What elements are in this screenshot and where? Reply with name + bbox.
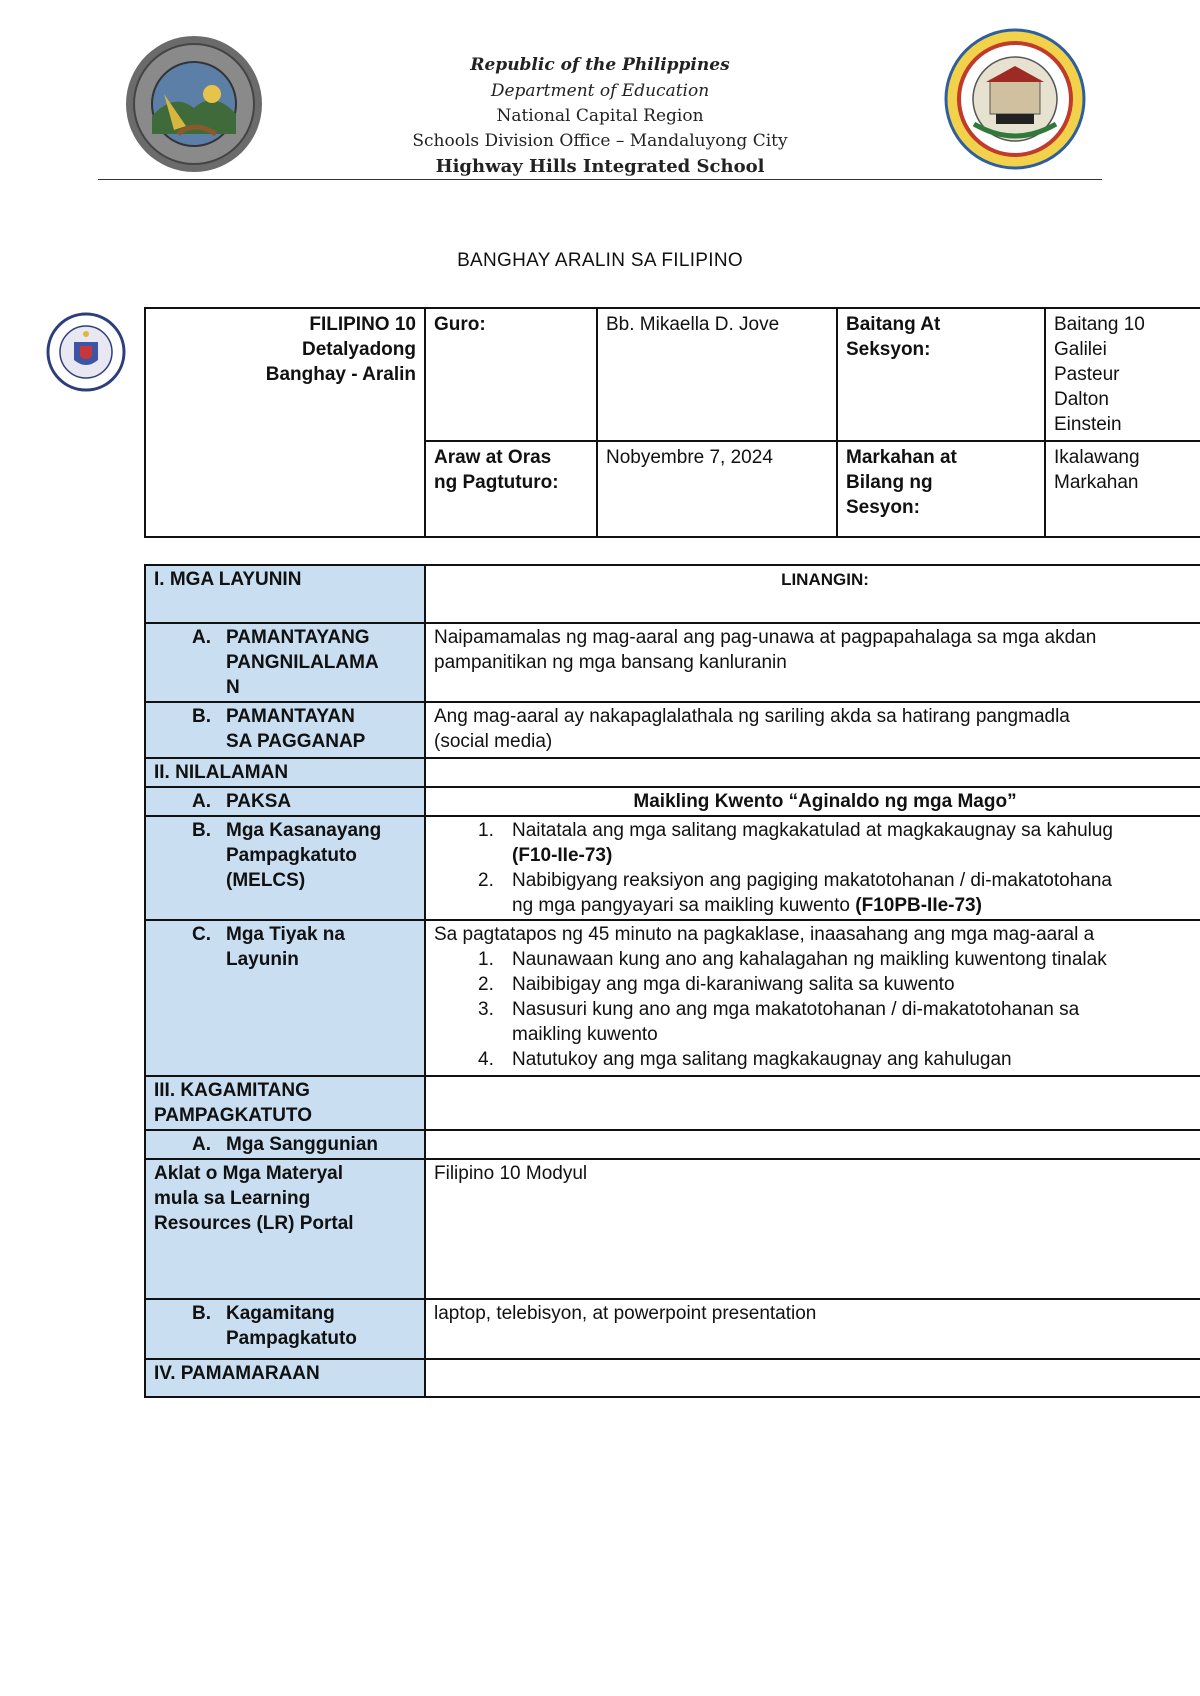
paksa-label (145, 787, 425, 816)
label-line: PAMPAGKATUTO (154, 1105, 312, 1126)
label-line: PAKSA (226, 791, 292, 812)
kagamitang-label (145, 1299, 425, 1359)
label-line: PANGNILALAMA (226, 652, 379, 673)
guro-value: Bb. Mikaella D. Jove (597, 308, 837, 441)
label-line: PAMANTAYANG (226, 627, 370, 648)
melcs-label (145, 816, 425, 920)
intro-text: Sa pagtatapos ng 45 minuto na pagkaklase, inaasahang ang mga mag-aaral a (434, 924, 1095, 945)
araw-label (425, 441, 597, 537)
item-key: B. (192, 706, 211, 727)
item-key: B. (192, 820, 211, 841)
tiyak-na-layunin-value (425, 920, 1200, 1076)
list-text: Naunawaan kung ano ang kahalagahan ng maikling kuwentong tinalak (512, 949, 1107, 970)
item-key: A. (192, 627, 211, 648)
layunin-label: I. MGA LAYUNIN (145, 565, 425, 623)
value-line: Naipamamalas ng mag-aaral ang pag-unawa at pagpapahalaga sa mga akdan (434, 627, 1097, 648)
list-item (478, 1047, 1200, 1072)
pamantayan-sa-pagganap-value (425, 702, 1200, 758)
competency-code: (F10-IIe-73) (512, 845, 613, 866)
list-number: 4. (478, 1049, 494, 1070)
nilalaman-value (425, 758, 1200, 787)
list-number: 2. (478, 974, 494, 995)
pamantayan-sa-pagganap-label (145, 702, 425, 758)
aklat-value: Filipino 10 Modyul (425, 1159, 1200, 1299)
header-divider (98, 179, 1102, 180)
kagamitang-value: laptop, telebisyon, at powerpoint presentation (425, 1299, 1200, 1359)
list-number: 1. (478, 949, 494, 970)
araw-label-line-1: Araw at Oras (434, 447, 552, 468)
label-line: Kagamitang (226, 1303, 335, 1324)
list-text: Natutukoy ang mga salitang magkakaugnay ang kahulugan (512, 1049, 1012, 1070)
list-number: 1. (478, 820, 494, 841)
label-line: mula sa Learning (154, 1188, 311, 1209)
section-item: Dalton (1054, 389, 1109, 410)
label-line: PAMANTAYAN (226, 706, 355, 727)
header-republic: Republic of the Philippines (470, 55, 730, 75)
header-region: National Capital Region (496, 106, 704, 126)
sanggunian-label (145, 1130, 425, 1159)
pamamaraan-label: IV. PAMAMARAAN (145, 1359, 425, 1397)
label-line: Resources (LR) Portal (154, 1213, 354, 1234)
competency-code: (F10PB-IIe-73) (855, 895, 982, 916)
markahan-label-line-3: Sesyon: (846, 497, 920, 518)
list-text: Nasusuri kung ano ang mga makatotohanan / di-makatotohanan sa (512, 999, 1080, 1020)
markahan-value (1045, 441, 1200, 537)
nilalaman-label: II. NILALAMAN (145, 758, 425, 787)
markahan-label (837, 441, 1045, 537)
pamamaraan-value (425, 1359, 1200, 1397)
value-line: (social media) (434, 731, 553, 752)
label-line: Pampagkatuto (226, 1328, 357, 1349)
lesson-info-table (144, 307, 1200, 538)
subject-line-3: Banghay - Aralin (265, 364, 416, 385)
label-line: Mga Kasanayang (226, 820, 382, 841)
header-division: Schools Division Office – Mandaluyong City (412, 131, 788, 151)
label-line: Mga Sanggunian (226, 1134, 378, 1155)
label-line: Aklat o Mga Materyal (154, 1163, 343, 1184)
label-line: III. KAGAMITANG (154, 1080, 310, 1101)
list-item (478, 818, 1200, 868)
lesson-plan-table (144, 564, 1200, 1398)
list-item (478, 972, 1200, 997)
sanggunian-value (425, 1130, 1200, 1159)
section-item: Baitang 10 (1054, 314, 1145, 335)
document-title: BANGHAY ARALIN SA FILIPINO (457, 250, 743, 271)
subject-line-1: FILIPINO 10 (309, 314, 416, 335)
header-department: Department of Education (490, 81, 710, 101)
list-text: Naibibigay ang mga di-karaniwang salita sa kuwento (512, 974, 955, 995)
label-line: N (226, 677, 240, 698)
markahan-value-line-2: Markahan (1054, 472, 1139, 493)
guro-label: Guro: (425, 308, 597, 441)
list-item (478, 868, 1200, 918)
kagamitang-pampagkatuto-value (425, 1076, 1200, 1130)
deped-seal (46, 312, 126, 392)
list-number: 2. (478, 870, 494, 891)
subject-line-2: Detalyadong (301, 339, 416, 360)
aklat-label (145, 1159, 425, 1299)
paksa-value: Maikling Kwento “Aginaldo ng mga Mago” (425, 787, 1200, 816)
linangin-text: LINANGIN: (425, 565, 1200, 623)
melcs-value (425, 816, 1200, 920)
value-line: Ang mag-aaral ay nakapaglalathala ng sariling akda sa hatirang pangmadla (434, 706, 1070, 727)
baitang-label-line-2: Seksyon: (846, 339, 931, 360)
list-text: Nabibigyang reaksiyon ang pagiging makatotohanan / di-makatotohana (512, 870, 1112, 891)
division-logo-right (944, 28, 1086, 170)
baitang-value (1045, 308, 1200, 441)
list-item (478, 997, 1200, 1047)
tiyak-na-layunin-label (145, 920, 425, 1076)
pamantayang-pangnilalaman-label (145, 623, 425, 702)
label-line: (MELCS) (226, 870, 306, 891)
araw-value: Nobyembre 7, 2024 (597, 441, 837, 537)
section-item: Einstein (1054, 414, 1122, 435)
pamantayang-pangnilalaman-value (425, 623, 1200, 702)
item-key: C. (192, 924, 211, 945)
list-text: ng mga pangyayari sa maikling kuwento (512, 895, 856, 916)
baitang-label (837, 308, 1045, 441)
label-line: Layunin (226, 949, 299, 970)
label-line: Pampagkatuto (226, 845, 357, 866)
araw-label-line-2: ng Pagtuturo: (434, 472, 559, 493)
header-school: Highway Hills Integrated School (435, 156, 765, 177)
list-text: maikling kuwento (512, 1024, 658, 1045)
value-line: pampanitikan ng mga bansang kanluranin (434, 652, 787, 673)
item-key: B. (192, 1303, 211, 1324)
label-line: SA PAGGANAP (226, 731, 366, 752)
school-logo-left (124, 34, 264, 174)
section-item: Pasteur (1054, 364, 1120, 385)
markahan-label-line-2: Bilang ng (846, 472, 933, 493)
list-number: 3. (478, 999, 494, 1020)
markahan-value-line-1: Ikalawang (1054, 447, 1140, 468)
section-item: Galilei (1054, 339, 1107, 360)
subject-cell (145, 308, 425, 537)
label-line: Mga Tiyak na (226, 924, 345, 945)
item-key: A. (192, 1134, 211, 1155)
list-item (478, 947, 1200, 972)
item-key: A. (192, 791, 211, 812)
kagamitang-pampagkatuto-label (145, 1076, 425, 1130)
list-text: Naitatala ang mga salitang magkakatulad at magkakaugnay sa kahulug (512, 820, 1113, 841)
letterhead (300, 52, 900, 180)
markahan-label-line-1: Markahan at (846, 447, 957, 468)
baitang-label-line-1: Baitang At (846, 314, 941, 335)
